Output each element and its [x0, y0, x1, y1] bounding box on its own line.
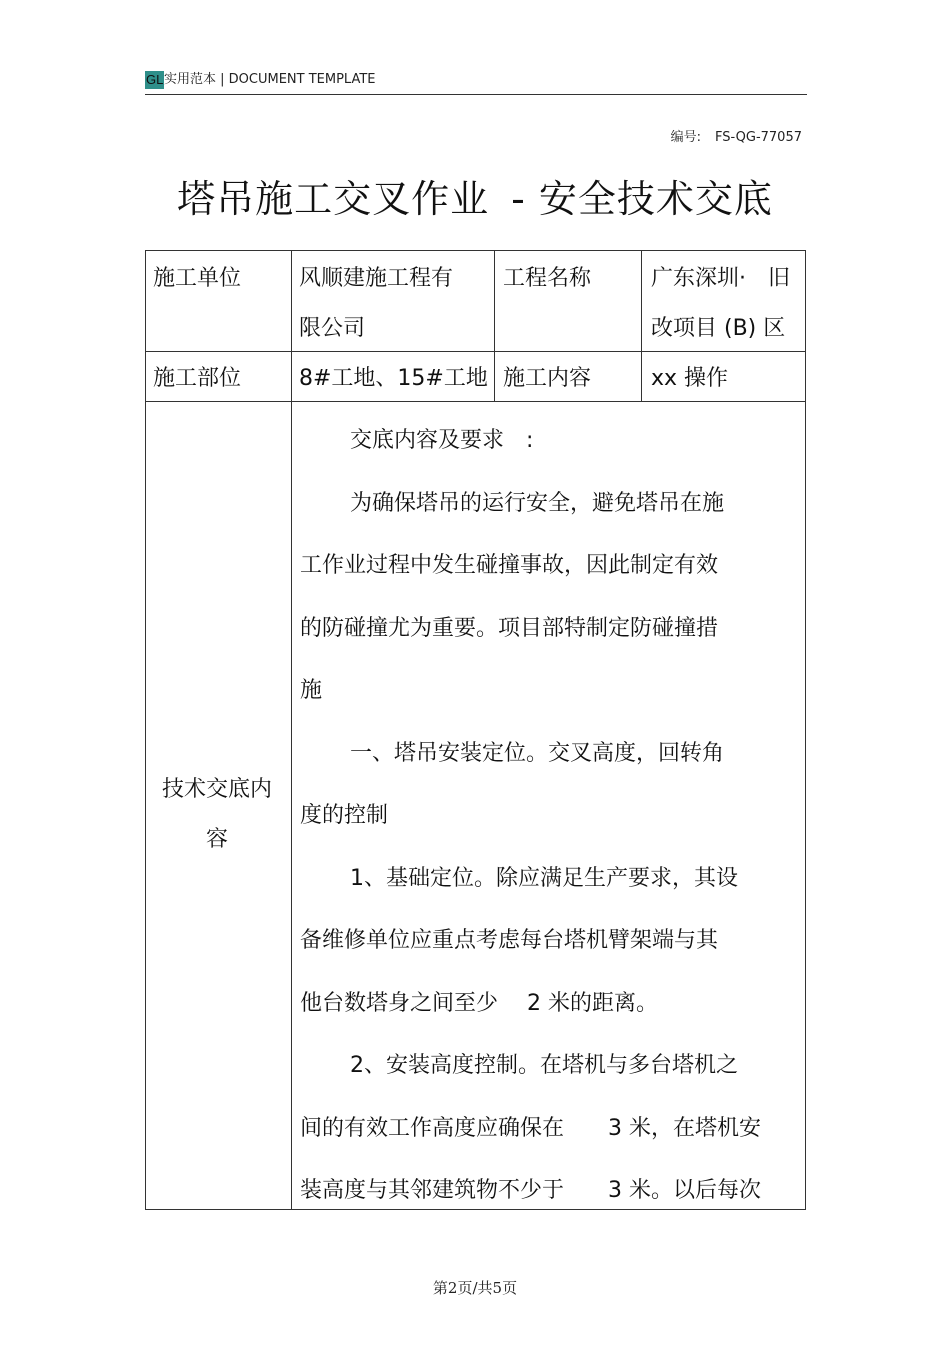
body-line: 1、基础定位。除应满足生产要求，其设 [350, 865, 738, 891]
body-line: 装高度与其邻建筑物不少于 3 米。以后每次 [300, 1178, 761, 1203]
cell-content-value: xx 操作 [651, 366, 729, 391]
cell-construction-unit-label: 施工单位 [153, 266, 242, 291]
body-line: 他台数塔身之间至少 2 米的距离。 [300, 990, 658, 1016]
doc-number-value: FS-QG-77057 [714, 130, 802, 145]
column-divider [494, 251, 495, 401]
label-line2: 容 [205, 827, 228, 852]
page-title [0, 168, 950, 223]
cell-site-label: 施工部位 [153, 366, 242, 391]
cell-site-value: 8#工地、15#工地 [299, 366, 488, 391]
title-subtitle: - 安全技术交底 [511, 177, 773, 221]
body-line: 施 [300, 678, 323, 703]
cell-project-name-label: 工程名称 [503, 266, 592, 291]
cell-construction-unit-value-line2: 限公司 [299, 316, 366, 341]
page-header [145, 70, 807, 95]
doc-number-label: 编号: [670, 130, 701, 145]
row-divider [146, 351, 805, 352]
column-divider [291, 251, 292, 1209]
cell-construction-unit-value-line1: 风顺建施工程有 [299, 266, 454, 291]
body-line: 度的控制 [300, 803, 389, 828]
disclosure-body [300, 410, 780, 1223]
body-line: 2、安装高度控制。在塔机与多台塔机之 [350, 1053, 738, 1078]
body-line: 为确保塔吊的运行安全，避免塔吊在施 [350, 490, 725, 516]
cell-content-label: 施工内容 [503, 366, 592, 391]
cell-project-name-value-line2: 改项目 (B) 区 [651, 316, 786, 341]
header-text: 实用范本 | DOCUMENT TEMPLATE [164, 72, 376, 87]
cell-technical-disclosure-label [150, 765, 284, 865]
brand-logo: GL [146, 72, 164, 87]
page-footer: 第2页/共5页 [432, 1279, 518, 1297]
body-line: 交底内容及要求 : [350, 428, 534, 453]
body-line: 一、塔吊安装定位。交叉高度，回转角 [350, 740, 725, 766]
cell-project-name-value-line1: 广东深圳· 旧 [651, 266, 790, 291]
body-line: 间的有效工作高度应确保在 3 米，在塔机安 [300, 1115, 761, 1141]
row-divider [146, 401, 805, 402]
label-line1: 技术交底内 [161, 777, 272, 802]
body-line: 工作业过程中发生碰撞事故，因此制定有效 [300, 553, 719, 578]
title-main: 塔吊施工交叉作业 [177, 177, 490, 221]
column-divider [641, 251, 642, 401]
body-line: 备维修单位应重点考虑每台塔机臂架端与其 [300, 928, 719, 953]
body-line: 的防碰撞尤为重要。项目部特制定防碰撞措 [300, 615, 719, 641]
document-number [671, 126, 802, 145]
